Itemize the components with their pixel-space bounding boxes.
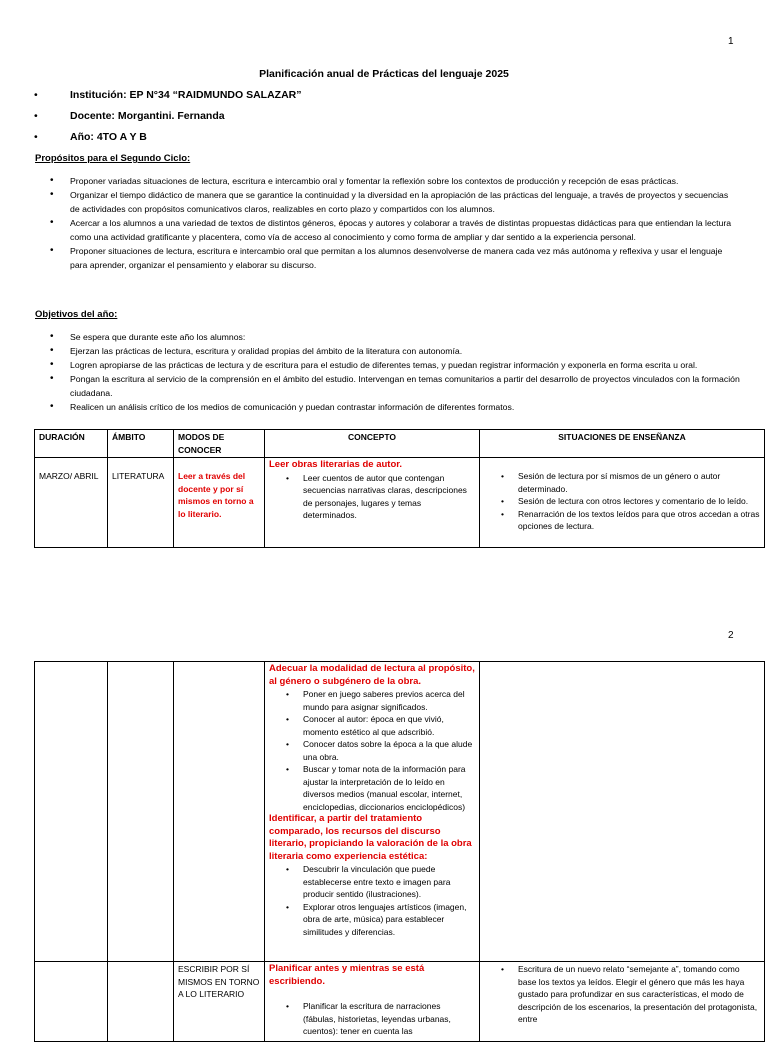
page-number: 1 [728,36,734,47]
info-teacher: • Docente: Morgantini. Fernanda [34,110,225,122]
cell-duration [35,662,108,962]
table-header-row [35,430,765,458]
list-item: • Proponer situaciones de lectura, escritura e intercambio oral que permitan a los alumnos desenvolverse de manera cada vez más autónoma y reflexiva y usar el lenguaje para aprender, organizar el pensamiento y elaborar su discurso. [50,245,723,270]
cell-mode [174,662,265,962]
concept-list [269,1000,475,1038]
list-item: • Explorar otros lenguajes artísticos (imagen, obra de arte, música) para establecer similitudes y diferencias. [286,901,467,937]
list-item: • Conocer datos sobre la época a la que alude una obra. [286,739,473,762]
header-situations: SITUACIONES DE ENSEÑANZA [480,430,765,458]
cell-mode: Leer a través del docente y por sí mismos en torno a lo literario. [174,458,265,548]
situations-list [484,470,760,533]
list-item: • Se espera que durante este año los alumnos: [50,331,246,342]
planning-table [34,429,765,548]
purposes-heading: Propósitos para el Segundo Ciclo: [35,153,191,164]
header-concept: CONCEPTO [265,430,480,458]
table-row [35,458,765,548]
list-item: • Descubrir la vinculación que puede establecerse entre texto e imagen para producir sentido (ilustraciones). [286,864,451,899]
document-title: Planificación anual de Prácticas del lenguaje 2025 [259,68,509,80]
list-item: • Ejerzan las prácticas de lectura, escritura y oralidad propias del ámbito de la literatura con autonomía. [50,345,463,356]
cell-duration [35,962,108,1042]
list-item: • Leer cuentos de autor que contengan secuencias narrativas claras, descripciones de personajes, lugares y temas determinados. [286,472,467,520]
cell-concept [265,962,480,1042]
cell-mode: ESCRIBIR POR SÍ MISMOS EN TORNO A LO LITERARIO [174,962,265,1042]
list-item: • Organizar el tiempo didáctico de manera que se garantice la continuidad y la diversidad en la apropiación de las prácticas del lenguaje, a través de proyectos y secuencias de actividades con propósitos comunicativos claros, realizables en corto plazo y compartidos con los alumnos. [50,189,729,214]
list-item: • Poner en juego saberes previos acerca del mundo para asignar significados. [286,689,465,712]
concept-heading: Leer obras literarias de autor. [269,459,403,470]
objectives-list [0,330,740,414]
list-item: • Sesión de lectura con otros lectores y comentario de lo leído. [501,496,749,506]
concept-heading: Planificar antes y mientras se está escribiendo. [269,963,425,987]
table-row [35,662,765,962]
list-item: • Renarración de los textos leídos para que otros accedan a otras opciones de lectura. [501,508,760,531]
cell-scope [108,662,174,962]
list-item: • Acercar a los alumnos a una variedad de textos de distintos géneros, épocas y autores y colaborar a través de distintas propuestas didácticas para que entiendan la lectura como una actividad gratificante y placentera, como vía de acceso al conocimiento y como forma de ampliar y dar sentido a la experiencia personal. [50,217,732,242]
list-item: • Proponer variadas situaciones de lectura, escritura e intercambio oral y fomentar la reflexión sobre los contextos de producción y recepción de esas prácticas. [50,175,679,186]
concept-list [269,688,475,813]
concept-list [269,472,475,522]
page-number: 2 [728,630,734,641]
list-item: • Pongan la escritura al servicio de la comprensión en el ámbito del estudio. Intervengan en temas comunitarios a partir del desarrollo de proyectos vinculados con la formación ciudadana. [50,373,740,398]
concept-heading: Identificar, a partir del tratamiento comparado, los recursos del discurso literario, propiciando la valoración de la obra literaria como experiencia estética: [269,813,472,862]
header-scope: ÁMBITO [108,430,174,458]
info-institution: • Institución: EP N°34 “RAIDMUNDO SALAZAR” [34,89,302,101]
header-mode: MODOS DE CONOCER [174,430,265,458]
list-item: • Sesión de lectura por sí mismos de un género o autor determinado. [501,471,721,494]
list-item: • Buscar y tomar nota de la información para ajustar la interpretación de lo leído en diversos medios (manual escolar, internet, enciclopedias, diccionarios enciclopédicos) [286,764,466,812]
cell-situations [480,962,765,1042]
situations-list [484,963,760,1026]
cell-situations [480,662,765,962]
table-row [35,962,765,1042]
cell-situations [480,458,765,548]
concept-heading: Adecuar la modalidad de lectura al propósito, al género o subgénero de la obra. [269,663,475,687]
planning-table-continued [34,661,765,1042]
list-item: • Logren apropiarse de las prácticas de lectura y de escritura para el estudio de diferentes temas, y puedan registrar información y exponerla en forma escrita u oral. [50,359,698,370]
cell-scope [108,962,174,1042]
list-item: • Conocer al autor: época en que vivió, momento estético al que adscribió. [286,714,444,737]
purposes-list [0,174,740,272]
list-item: • Escritura de un nuevo relato “semejante a”, tomando como base los textos ya leídos. Elegir el género que más les haya gustado para profundizar en sus características, el modo de descripción de los escenarios, la presentación del protagonista, entre [501,964,758,1024]
info-year: • Año: 4TO A Y B [34,131,147,143]
list-item: • Planificar la escritura de narraciones (fábulas, historietas, leyendas urbanas, cuentos): tener en cuenta las [286,1001,451,1036]
list-item: • Realicen un análisis crítico de los medios de comunicación y puedan contrastar información de diferentes formatos. [50,401,515,412]
header-duration: DURACIÓN [35,430,108,458]
cell-concept [265,662,480,962]
concept-list [269,863,475,938]
cell-concept [265,458,480,548]
cell-scope: LITERATURA [108,458,174,548]
cell-duration: MARZO/ ABRIL [35,458,108,548]
objectives-heading: Objetivos del año: [35,309,118,320]
